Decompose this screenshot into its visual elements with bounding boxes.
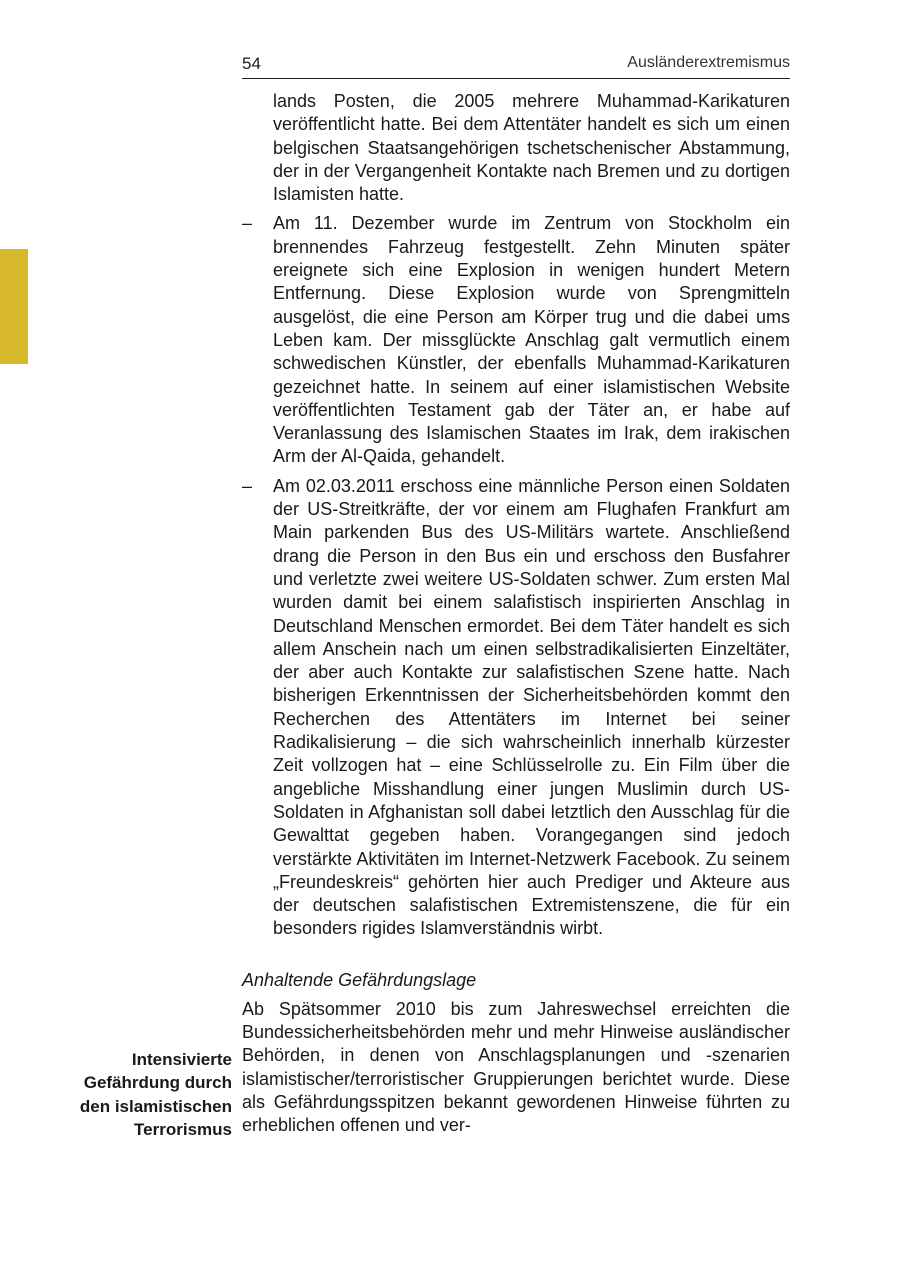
chapter-side-tab <box>0 249 28 364</box>
list-item <box>242 475 790 941</box>
margin-note-line: Intensivierte <box>131 1050 232 1069</box>
page-header <box>242 50 790 79</box>
list-item-text: Am 11. Dezember wurde im Zentrum von Stockholm ein brennendes Fahrzeug festgestellt. Zehn Minuten später ereignete sich eine Explosion in wenigen hundert Metern Entfernung. Diese Explosion wurde von Sprengmitteln ausgelöst, die eine Person am Körper trug und die dabei ums Leben kam. Der missglückte Anschlag galt vermutlich einem schwedischen Künstler, der ebenfalls Muhammad-Karikaturen gezeichnet hatte. In seinem auf einer islamistischen Website veröffentlichten Testament gab der Täter an, er habe auf Veranlassung des Islamischen Staates im Irak, dem irakischen Arm der Al-Qaida, gehandelt. <box>273 213 790 467</box>
list-item <box>242 212 790 468</box>
section-subheading: Anhaltende Gefährdungslage <box>242 969 477 990</box>
list-marker: – <box>242 475 253 496</box>
main-text <box>242 90 790 1137</box>
page-number: 54 <box>242 54 261 73</box>
margin-note-line: Terrorismus <box>134 1119 232 1139</box>
list-marker: – <box>242 213 253 234</box>
margin-note <box>40 1048 232 1141</box>
list-item-text: Am 02.03.2011 erschoss eine männliche Person einen Soldaten der US-Streitkräfte, der vor einem am Flughafen Frankfurt am Main parkenden Bus des US-Militärs wartete. Anschließend drang die Person in den Bus ein und erschoss den Busfahrer und verletzte zwei weitere US-Soldaten schwer. Zum ersten Mal wurden damit bei einem salafistisch inspirierten Anschlag in Deutschland Menschen ermordet. Bei dem Täter handelt es sich allem Anschein nach um einen selbstradikalisierten Einzeltäter, der aber auch Kontakte zur salafistischen Szene hatte. Nach bisherigen Erkenntnissen der Sicherheitsbehörden kommt den Recherchen des Attentäters im Internet bei seiner Radikalisierung – die sich wahrscheinlich innerhalb kürzester Zeit vollzogen hat – eine Schlüsselrolle zu. Ein Film über die angebliche Misshandlung einer jungen Muslimin durch US-Soldaten in Afghanistan soll dabei letztlich den Ausschlag für die Gewalttat gegeben haben. Vorangegangen sind jedoch verstärkte Aktivitäten im Internet-Netzwerk Facebook. Zu seinem „Freundeskreis“ gehörten hier auch Prediger und Akteure aus der deutschen salafistischen Extremistenszene, die für ein besonders rigides Islamverständnis wirbt. <box>273 475 790 939</box>
margin-note-line: den islamistischen <box>79 1096 232 1116</box>
continuation-paragraph: lands Posten, die 2005 mehrere Muhammad-Karikaturen veröffentlicht hatte. Bei dem Attentäter handelt es sich um einen belgischen Staatsangehörigen tschetschenischer Abstammung, der in der Vergangenheit Kontakte nach Bremen und zu dortigen Islamisten hatte. <box>273 91 790 205</box>
margin-note-line: Gefährdung durch <box>83 1073 232 1093</box>
final-paragraph: Ab Spätsommer 2010 bis zum Jahreswechsel erreichten die Bundessicherheitsbehörden mehr und mehr Hinweise ausländischer Behörden, in denen von Anschlagsplanungen und -szenarien islamistischer/terroristischer Gruppierungen berichtet wurde. Diese als Gefährdungsspitzen bekannt gewordenen Hinweise führten zu erheblichen offenen und ver- <box>242 998 790 1136</box>
running-title: Ausländerextremismus <box>627 54 790 71</box>
